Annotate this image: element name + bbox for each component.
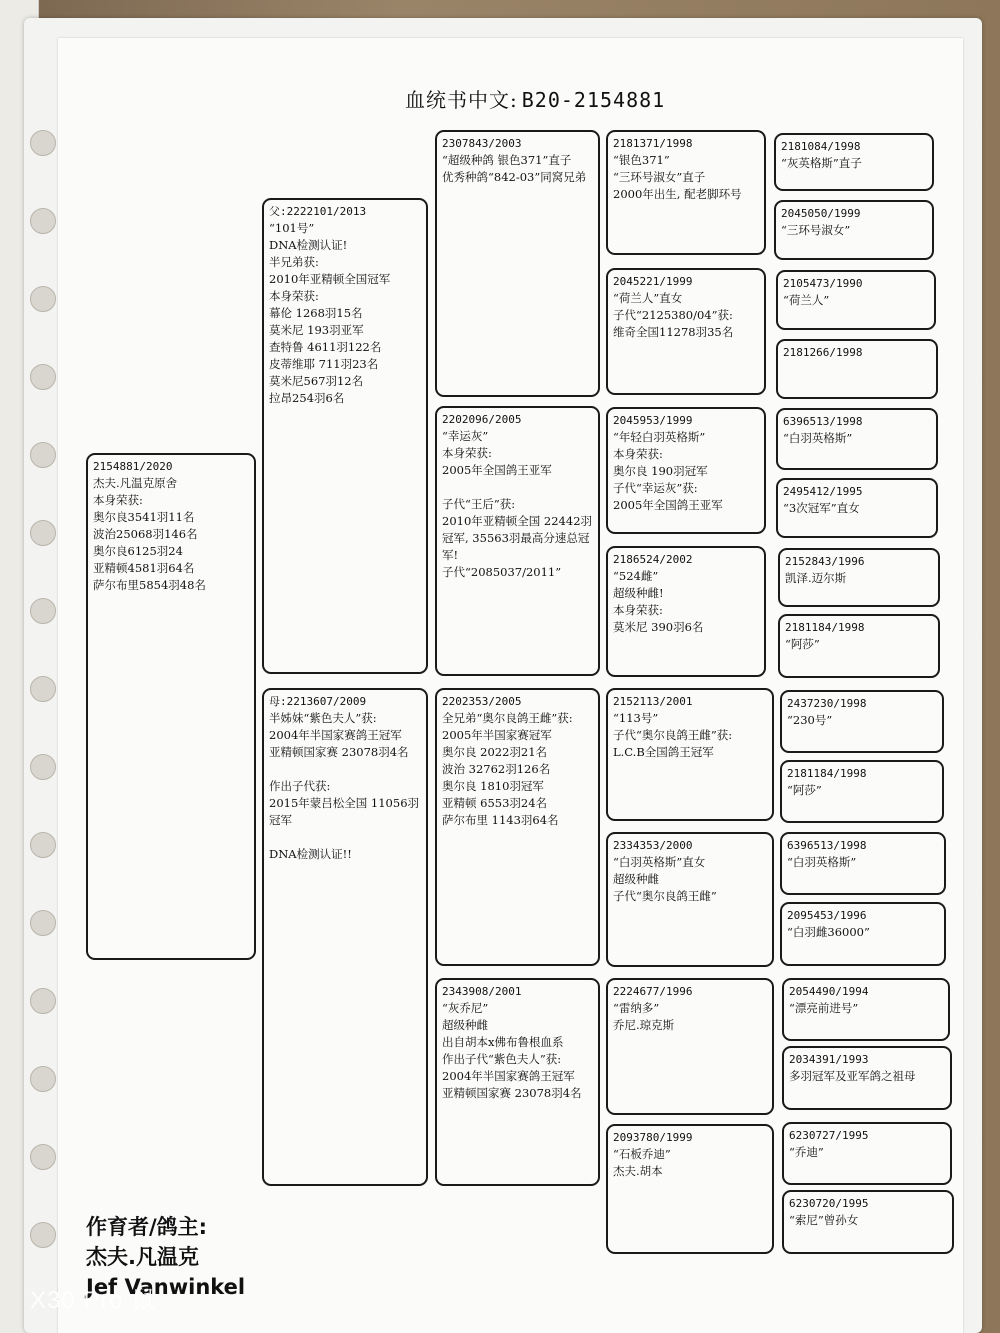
punch-hole [30,520,56,546]
ring-id: 2334353/2000 [613,839,693,852]
g5-box-7 [778,548,940,607]
sire-sire-box [435,130,600,397]
ring-number: B20-2154881 [521,88,666,112]
ring-id: 2186524/2002 [613,553,693,566]
pedigree-line [442,479,594,496]
punch-hole [30,988,56,1014]
dam-dam-box [435,978,600,1186]
pedigree-line: 亚精顿国家赛 23078羽4名 [269,745,409,759]
pedigree-line: 莫米尼 390羽6名 [613,620,704,634]
breeder-label: 作育者/鸽主: [86,1215,208,1239]
pedigree-line: 乔尼.琼克斯 [613,1018,675,1032]
pedigree-line: “阿莎” [785,637,820,651]
breeder-name-en: Jef Vanwinkel [86,1275,246,1299]
pedigree-line: 维奇全国11278羽35名 [613,325,734,339]
pedigree-line: 作出子代获: [269,779,331,793]
pedigree-line: L.C.B全国鸽王冠军 [613,745,714,759]
pedigree-line: 奥尔良 1810羽冠军 [442,779,544,793]
pedigree-line: 亚精顿国家赛 23078羽4名 [442,1086,582,1100]
g5-box-2 [774,200,934,260]
pedigree-line: “白羽雌36000” [787,925,870,939]
pedigree-line: 杰夫.凡温克原舍 [93,476,178,490]
ring-id: 6396513/1998 [787,839,867,852]
pedigree-line: DNA检测认证! [269,238,348,252]
camera-watermark: X30 Pro 鼠 [30,1287,157,1314]
ring-id: 6230727/1995 [789,1129,869,1142]
pedigree-line: 子代“2125380/04”获: [613,308,733,322]
pedigree-line: “524雌” [613,569,659,583]
g5-box-3 [776,270,936,330]
sire-dam-box [435,406,600,676]
punch-hole [30,832,56,858]
dds-box [606,978,774,1115]
pedigree-line: 多羽冠军及亚军鸽之祖母 [789,1069,916,1083]
punch-hole [30,1066,56,1092]
ring-id: 2343908/2001 [442,985,522,998]
punch-hole [30,130,56,156]
ring-id: 2093780/1999 [613,1131,693,1144]
pedigree-line: 优秀种鸽“842-03”同窝兄弟 [442,170,587,184]
pedigree-line: “101号” [269,221,315,235]
ring-id: 2045050/1999 [781,207,861,220]
pedigree-line: “乔迪” [789,1145,824,1159]
subject-pigeon-box [86,453,256,960]
punch-hole [30,754,56,780]
pedigree-line: “白羽英格斯” [783,431,853,445]
pedigree-line: “三环号淑女” [781,223,851,237]
pedigree-line: “石板乔迪” [613,1147,671,1161]
dss-box [606,688,774,821]
ring-id: 2437230/1998 [787,697,867,710]
g5-box-8 [778,614,940,678]
ring-id: 2054490/1994 [789,985,869,998]
pedigree-line: 幕伦 1268羽15名 [269,306,363,320]
pedigree-line: 本身荣获: [269,289,319,303]
pedigree-line: 波治25068羽146名 [93,527,198,541]
g5-box-16 [782,1190,954,1254]
breeder-name-cn: 杰夫.凡温克 [86,1245,199,1269]
pedigree-line: 莫米尼 193羽亚军 [269,323,364,337]
pedigree-line [269,761,422,778]
punch-hole [30,1144,56,1170]
ring-id: 2152843/1996 [785,555,865,568]
pedigree-line: 2005年全国鸽王亚军 [442,463,552,477]
g5-box-1 [774,133,934,191]
pedigree-line: 超级种雌 [613,872,659,886]
pedigree-line: 子代“奥尔良鸽王雌”获: [613,728,733,742]
pedigree-line: 半姊妹“紫色夫人”获: [269,711,377,725]
pedigree-line: “230号” [787,713,833,727]
pedigree-line: 波治 32762羽126名 [442,762,551,776]
g5-box-4 [776,339,938,399]
pedigree-line: “漂亮前进号” [789,1001,859,1015]
pedigree-line: 2005年全国鸽王亚军 [613,498,723,512]
ring-id: 2152113/2001 [613,695,693,708]
pedigree-line: 皮蒂维耶 711羽23名 [269,357,379,371]
punch-hole [30,598,56,624]
sds-box [606,407,766,534]
pedigree-line: 萨尔布里5854羽48名 [93,578,206,592]
ring-id: 6396513/1998 [783,415,863,428]
ring-id: 6230720/1995 [789,1197,869,1210]
ring-id: 2307843/2003 [442,137,522,150]
pedigree-line: 超级种雌 [442,1018,488,1032]
pedigree-line: 奥尔良 190羽冠军 [613,464,708,478]
pedigree-line: “3次冠军”直女 [783,501,860,515]
pedigree-line: 作出子代“紫色夫人”获: [442,1052,562,1066]
g5-box-14 [782,1046,952,1110]
g5-box-5 [776,408,938,470]
ring-id: 2181184/1998 [785,621,865,634]
ring-id: 2045221/1999 [613,275,693,288]
g5-box-15 [782,1122,952,1185]
pedigree-line: “113号” [613,711,659,725]
pedigree-line: 2004年半国家赛鸽王冠军 [442,1069,575,1083]
ring-id: 2495412/1995 [783,485,863,498]
pedigree-line: 萨尔布里 1143羽64名 [442,813,559,827]
dam-sire-box [435,688,600,966]
pedigree-line: 杰夫.胡本 [613,1164,663,1178]
dam-box [262,688,428,1186]
pedigree-line: 2000年出生, 配老脚环号 [613,187,742,201]
pedigree-line: 本身荣获: [613,603,663,617]
pedigree-line: 子代“幸运灰”获: [613,481,698,495]
pedigree-line: “三环号淑女”直子 [613,170,706,184]
pedigree-line: 本身荣获: [442,446,492,460]
pedigree-line: 2005年半国家赛冠军 [442,728,552,742]
ssd-box [606,268,766,395]
pedigree-line: 子代“王后”获: [442,497,516,511]
pedigree-line: 奥尔良3541羽11名 [93,510,195,524]
ring-id: 2034391/1993 [789,1053,869,1066]
punch-hole [30,442,56,468]
pedigree-line [269,829,422,846]
g5-box-6 [776,478,938,538]
pedigree-line: 亚精顿4581羽64名 [93,561,195,575]
sss-box [606,130,766,255]
pedigree-line: “阿莎” [787,783,822,797]
pedigree-line: “索尼”曾孙女 [789,1213,859,1227]
ring-id: 2181371/1998 [613,137,693,150]
dsd-box [606,832,774,967]
sdd-box [606,546,766,677]
pedigree-line: “超级种鸽 银色371”直子 [442,153,572,167]
pedigree-line: 奥尔良 2022羽21名 [442,745,548,759]
ring-id: 2181184/1998 [787,767,867,780]
pedigree-line: 半兄弟获: [269,255,319,269]
pedigree-line: 全兄弟“奥尔良鸽王雌”获: [442,711,573,725]
pedigree-line: DNA检测认证!! [269,847,352,861]
g5-box-13 [782,978,950,1041]
pedigree-line: “银色371” [613,153,670,167]
pedigree-line: 2010年亚精顿全国 22442羽冠军, 35563羽最高分速总冠军! [442,514,593,562]
pedigree-line: 查特鲁 4611羽122名 [269,340,382,354]
pedigree-line: 亚精顿 6553羽24名 [442,796,548,810]
punch-hole [30,364,56,390]
pedigree-line: 2004年半国家赛鸽王冠军 [269,728,402,742]
g5-box-9 [780,690,944,753]
ring-id: 2224677/1996 [613,985,693,998]
pedigree-line: 出自胡本x佛布鲁根血系 [442,1035,564,1049]
pedigree-line: 2010年亚精顿全国冠军 [269,272,391,286]
punch-hole [30,1222,56,1248]
pedigree-line: 拉昂254羽6名 [269,391,345,405]
ring-id: 2045953/1999 [613,414,693,427]
punch-hole [30,910,56,936]
g5-box-10 [780,760,944,823]
ring-id: 2154881/2020 [93,460,173,473]
pedigree-line: “年轻白羽英格斯” [613,430,706,444]
ring-id: 2202096/2005 [442,413,522,426]
pedigree-line: “雷纳多” [613,1001,660,1015]
pedigree-line: “白羽英格斯” [787,855,857,869]
g5-box-12 [780,902,946,966]
ring-id: 父:2222101/2013 [269,205,367,218]
ring-id: 2202353/2005 [442,695,522,708]
pedigree-line: 超级种雌! [613,586,664,600]
pedigree-line: 奥尔良6125羽24 [93,544,183,558]
pedigree-line: “灰乔尼” [442,1001,489,1015]
pedigree-line: “荷兰人”直女 [613,291,683,305]
pedigree-line: 凯泽.迈尔斯 [785,571,847,585]
sire-box [262,198,428,674]
ddd-box [606,1124,774,1254]
ring-id: 2095453/1996 [787,909,867,922]
g5-box-11 [780,832,946,895]
pedigree-line: “荷兰人” [783,293,830,307]
punch-hole [30,676,56,702]
ring-id: 2181084/1998 [781,140,861,153]
title-label: 血统书中文: [405,88,518,112]
punch-hole [30,208,56,234]
pedigree-line: 莫米尼567羽12名 [269,374,364,388]
punch-hole [30,286,56,312]
pedigree-line: 2015年蒙吕松全国 11056羽冠军 [269,796,420,827]
ring-id: 2181266/1998 [783,346,863,359]
pedigree-line: “幸运灰” [442,429,489,443]
pedigree-line: 本身荣获: [93,493,143,507]
ring-id: 母:2213607/2009 [269,695,367,708]
ring-id: 2105473/1990 [783,277,863,290]
pedigree-line: 本身荣获: [613,447,663,461]
pedigree-line: “白羽英格斯”直女 [613,855,706,869]
page-title [405,84,665,113]
pedigree-line: “灰英格斯”直子 [781,156,862,170]
pedigree-line: 子代“2085037/2011” [442,565,562,579]
pedigree-line: 子代“奥尔良鸽王雌” [613,889,717,903]
